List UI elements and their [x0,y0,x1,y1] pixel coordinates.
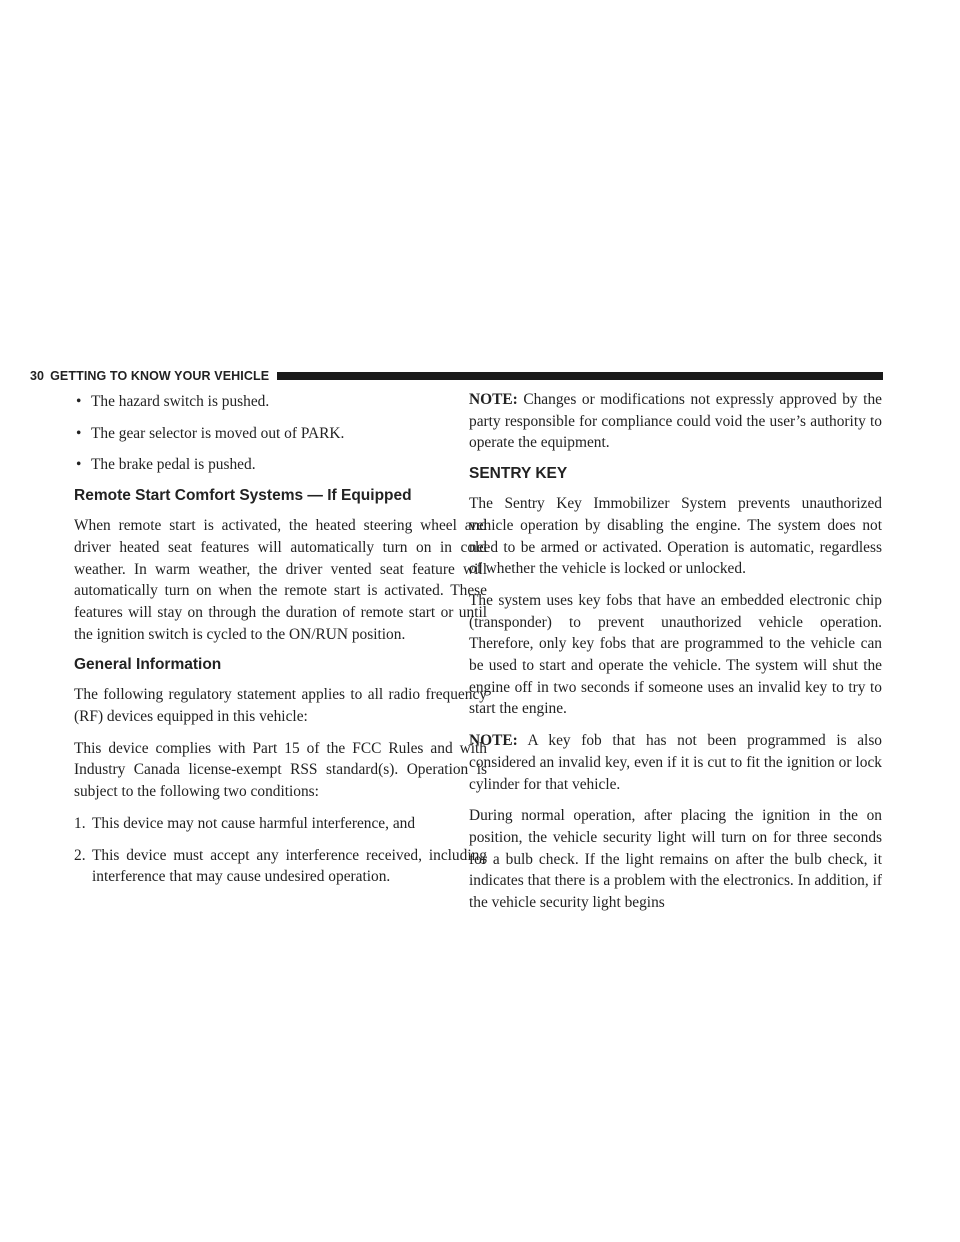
heading-sentry-key: SENTRY KEY [469,465,568,483]
list-item: 2. This device must accept any interference received, including interference that may cause undesired operation. [74,846,487,886]
paragraph-regulatory-statement: The following regulatory statement applies to all radio frequency (RF) devices equipped in this vehicle: [74,686,487,726]
list-item: 1. This device may not cause harmful interference, and [74,814,416,832]
note-invalid-key: NOTE: A key fob that has not been programmed is also considered an invalid key, even if it is cut to fit the ignition or lock cylinder for that vehicle. [469,732,883,793]
remote-start-cancel-list [74,391,487,476]
paragraph-sentry-key-fobs: The system uses key fobs that have an embedded electronic chip (transponder) to prevent unauthorized vehicle operation. Therefore, only key fobs that are programmed to the vehicle can be used to start and operate the vehicle. The system will shut the engine off in two seconds if someone uses an invalid key to try to start the engine. [469,591,882,718]
bullet-icon: • [76,393,82,410]
paragraph-fcc-compliance: This device complies with Part 15 of the FCC Rules and with Industry Canada license-exempt RSS standard(s). Operation is subject to the following two conditions: [74,739,487,801]
section-title: GETTING TO KNOW YOUR VEHICLE [50,369,270,383]
left-column [74,389,487,898]
list-item: • The hazard switch is pushed. [74,391,487,413]
note-label: NOTE: [469,732,518,750]
conditions-list [74,813,487,888]
list-item: • The brake pedal is pushed. [74,454,487,476]
page-number: 30 [30,369,45,383]
note-label: NOTE: [469,391,518,408]
right-column [469,389,882,924]
bullet-icon: • [76,456,82,474]
note-modifications: NOTE: Changes or modifications not expressly approved by the party responsible for compliance could void the user’s authority to operate the equipment. [469,391,882,452]
heading-general-information: General Information [74,656,222,674]
list-item: • The gear selector is moved out of PARK. [74,423,487,445]
paragraph-remote-start-comfort: When remote start is activated, the heated steering wheel and driver heated seat features will automatically turn on in cold weather. In warm weather, the driver vented seat feature will automatically turn on when the remote start is activated. These features will stay on through the duration of remote start or until the ignition switch is cycled to the ON/RUN position. [74,517,487,643]
paragraph-sentry-intro: The Sentry Key Immobilizer System prevents unauthorized vehicle operation by disabling the engine. The system does not need to be armed or activated. Operation is automatic, regardless of whether the vehicle is locked or unlocked. [469,495,882,578]
page-header [30,367,883,385]
bullet-icon: • [76,424,82,442]
paragraph-security-light: During normal operation, after placing the ignition in the on position, the vehicle security light will turn on for three seconds for a bulb check. If the light remains on after the bulb check, it indicates that there is a problem with the electronics. In addition, if the vehicle security light begins [469,807,882,912]
header-rule [277,372,883,380]
heading-remote-start-comfort: Remote Start Comfort Systems — If Equipped [74,487,412,505]
